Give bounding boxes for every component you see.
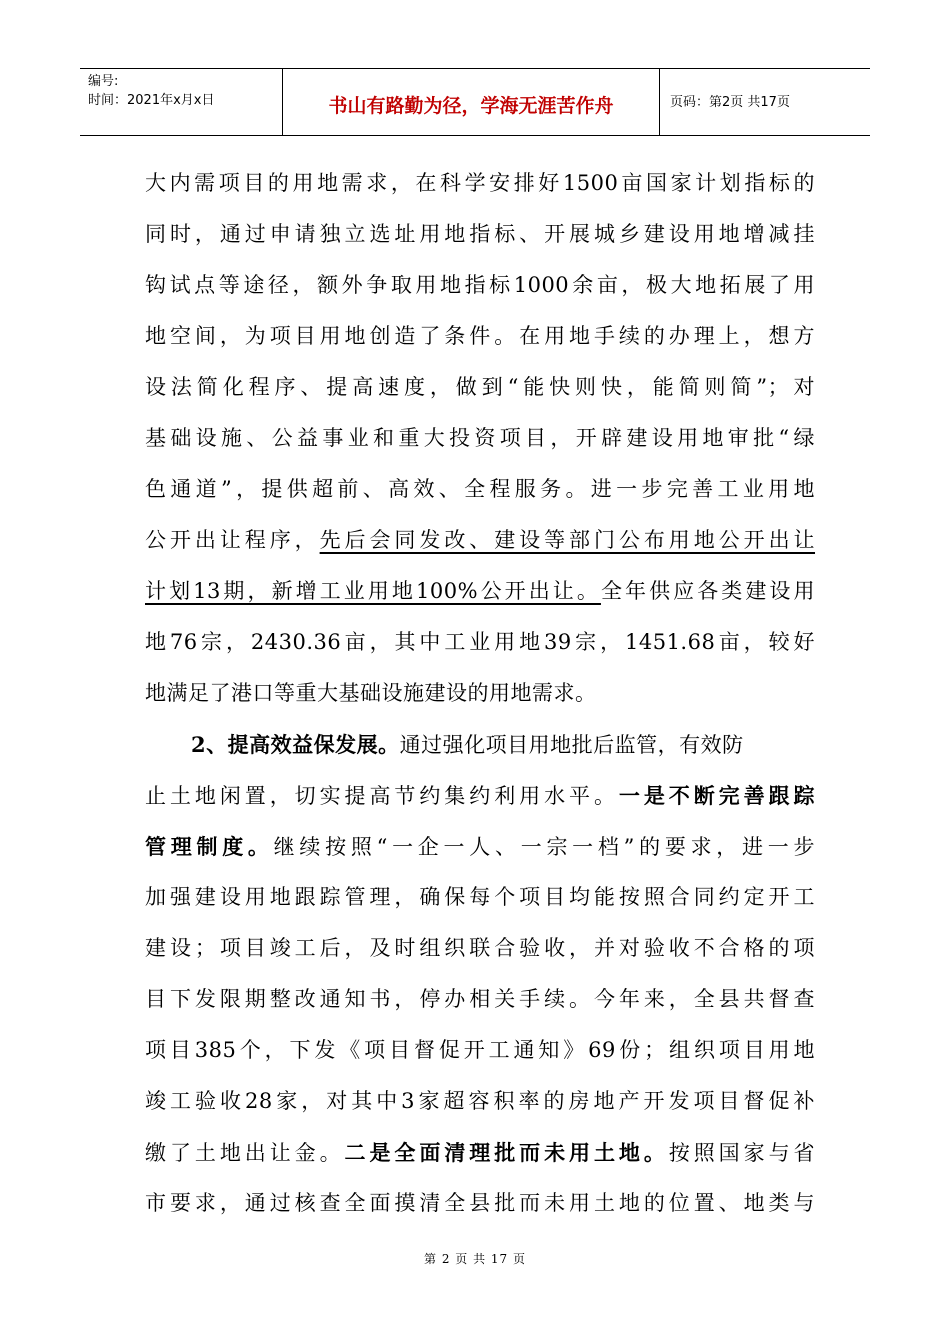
body-line: 地76宗，2430.36亩，其中工业用地39宗，1451.68亩，较好 (145, 630, 815, 654)
body-line: 建设；项目竣工后，及时组织联合验收，并对验收不合格的项 (145, 936, 815, 960)
header-motto-cell (283, 69, 660, 135)
body-line: 目下发限期整改通知书，停办相关手续。今年来，全县共督查 (145, 987, 815, 1011)
body-text-segment: 全年供应各类建设用 (600, 579, 815, 603)
header-page-cell (660, 69, 870, 135)
document-number-label: 编号: (88, 74, 119, 89)
body-text-segment: 公开出让程序， (145, 528, 320, 552)
paragraph-first-line (145, 719, 815, 770)
body-line: 加强建设用地跟踪管理，确保每个项目均能按照合同约定开工 (145, 885, 815, 909)
bold-text-segment: 管理制度。 (145, 834, 274, 859)
body-line: 色通道”，提供超前、高效、全程服务。进一步完善工业用地 (145, 477, 815, 501)
body-line: 项目385个，下发《项目督促开工通知》69份；组织项目用地 (145, 1038, 815, 1062)
body-line (145, 1127, 815, 1178)
body-line: 同时，通过申请独立选址用地指标、开展城乡建设用地增减挂 (145, 222, 815, 246)
body-line: 钩试点等途径，额外争取用地指标1000余亩，极大地拓展了用 (145, 273, 815, 297)
body-text-segment: 缴了土地出让金。 (145, 1141, 345, 1165)
bold-text-segment: 二是全面清理批而未用土地。 (344, 1140, 669, 1165)
body-line: 竣工验收28家，对其中3家超容积率的房地产开发项目督促补 (145, 1089, 815, 1113)
body-line: 基础设施、公益事业和重大投资项目，开辟建设用地审批“绿 (145, 426, 815, 450)
underlined-text-segment: 先后会同发改、建设等部门公布用地公开出让 (319, 528, 816, 552)
section-heading: 2、提高效益保发展。 (191, 732, 400, 757)
document-date-label: 时间：2021年x月x日 (88, 93, 215, 108)
header-meta-cell (80, 69, 283, 135)
body-text-segment: 继续按照“一企一人、一宗一档”的要求，进一步 (273, 835, 816, 859)
body-line: 地空间，为项目用地创造了条件。在用地手续的办理上，想方 (145, 324, 815, 348)
body-line (145, 821, 815, 872)
body-text-segment: 止土地闲置，切实提高节约集约利用水平。 (145, 784, 619, 808)
body-line: 市要求，通过核查全面摸清全县批而未用土地的位置、地类与 (145, 1191, 815, 1215)
body-text-segment: 通过强化项目用地批后监管，有效防 (399, 733, 744, 757)
bold-text-segment: 一是不断完善跟踪 (618, 783, 816, 808)
underlined-text-segment: 计划13期，新增工业用地100%公开出让。 (145, 579, 601, 603)
body-text-segment: 按照国家与省 (668, 1141, 816, 1165)
body-line (145, 515, 815, 566)
body-line: 设法简化程序、提高速度，做到“能快则快，能简则简”；对 (145, 375, 815, 399)
body-line (145, 770, 815, 821)
body-line: 地满足了港口等重大基础设施建设的用地需求。 (145, 681, 597, 705)
document-body (145, 158, 815, 1229)
body-line: 大内需项目的用地需求，在科学安排好1500亩国家计划指标的 (145, 171, 815, 195)
body-line (145, 566, 815, 617)
document-header (80, 68, 870, 136)
header-page-info: 页码：第2页 共17页 (670, 95, 790, 110)
header-motto: 书山有路勤为径，学海无涯苦作舟 (328, 95, 614, 117)
page-footer: 第 2 页 共 17 页 (424, 1252, 526, 1266)
